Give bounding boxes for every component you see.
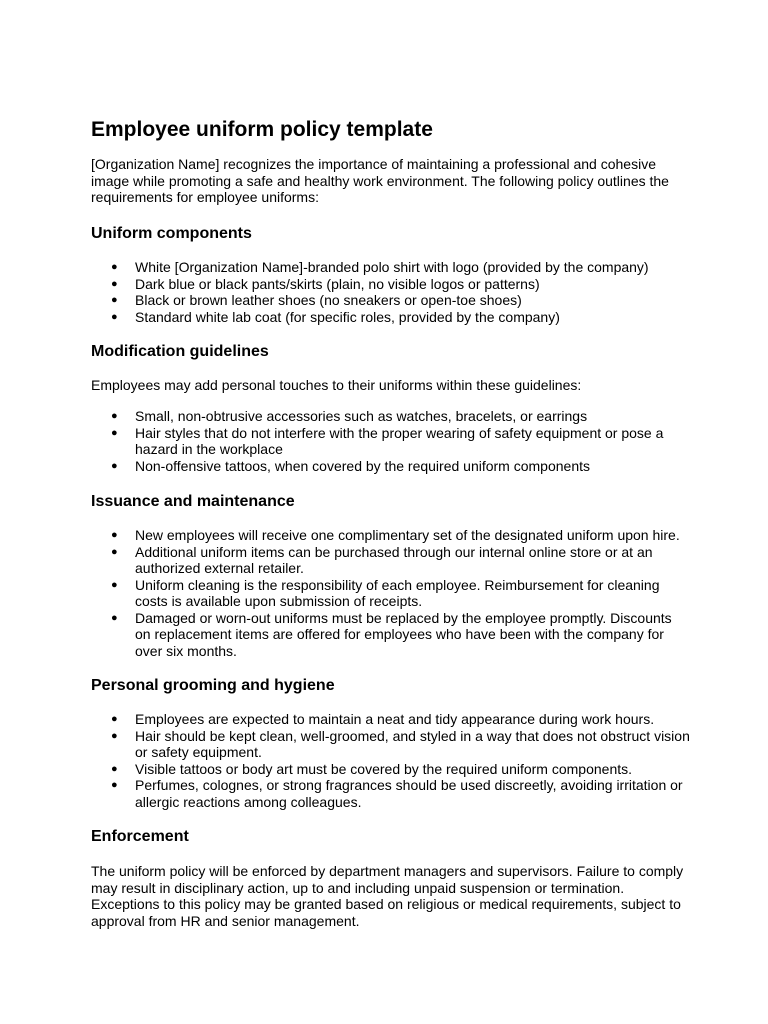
list-item: ● Dark blue or black pants/skirts (plain, no visible logos or patterns) xyxy=(91,276,691,293)
section-heading-enforcement: Enforcement xyxy=(91,828,189,845)
section-heading-uniform-components: Uniform components xyxy=(91,225,252,242)
section-heading-issuance-maintenance: Issuance and maintenance xyxy=(91,493,295,510)
list-item: ● Perfumes, colognes, or strong fragrances should be used discreetly, avoiding irritation or allergic reactions among colleagues. xyxy=(91,777,691,810)
list-item: ● Additional uniform items can be purchased through our internal online store or at an authorized external retailer. xyxy=(91,544,691,577)
modification-intro: Employees may add personal touches to their uniforms within these guidelines: xyxy=(91,377,582,393)
list-item: ● Employees are expected to maintain a neat and tidy appearance during work hours. xyxy=(91,711,691,728)
list-item: ● New employees will receive one complimentary set of the designated uniform upon hire. xyxy=(91,527,691,544)
list-item: ● Damaged or worn-out uniforms must be replaced by the employee promptly. Discounts on replacement items are offered for employees who have been with the company for over six months. xyxy=(91,610,691,660)
list-item: ● Visible tattoos or body art must be covered by the required uniform components. xyxy=(91,761,691,778)
issuance-maintenance-list xyxy=(91,527,691,659)
uniform-components-list xyxy=(91,259,691,325)
list-item: ● Hair styles that do not interfere with the proper wearing of safety equipment or pose a hazard in the workplace xyxy=(91,425,691,458)
list-item: ● White [Organization Name]-branded polo shirt with logo (provided by the company) xyxy=(91,259,691,276)
enforcement-paragraph: The uniform policy will be enforced by department managers and supervisors. Failure to comply may result in disciplinary action, up to and including unpaid suspension or termination. Exceptions to this policy may be granted based on religious or medical requirements, subject to approval from HR and senior management. xyxy=(91,863,684,929)
list-item: ● Black or brown leather shoes (no sneakers or open-toe shoes) xyxy=(91,292,691,309)
list-item: ● Hair should be kept clean, well-groomed, and styled in a way that does not obstruct vision or safety equipment. xyxy=(91,728,691,761)
document-title: Employee uniform policy template xyxy=(91,118,433,141)
modification-guidelines-list xyxy=(91,408,691,474)
list-item: ● Non-offensive tattoos, when covered by the required uniform components xyxy=(91,458,691,475)
list-item: ● Small, non-obtrusive accessories such as watches, bracelets, or earrings xyxy=(91,408,691,425)
section-heading-modification-guidelines: Modification guidelines xyxy=(91,343,269,360)
list-item: ● Standard white lab coat (for specific roles, provided by the company) xyxy=(91,309,691,326)
list-item: ● Uniform cleaning is the responsibility of each employee. Reimbursement for cleaning costs is available upon submission of receipts. xyxy=(91,577,691,610)
section-heading-grooming-hygiene: Personal grooming and hygiene xyxy=(91,677,335,694)
grooming-hygiene-list xyxy=(91,711,691,810)
intro-paragraph: [Organization Name] recognizes the importance of maintaining a professional and cohesive image while promoting a safe and healthy work environment. The following policy outlines the requirements for employee uniforms: xyxy=(91,156,669,206)
